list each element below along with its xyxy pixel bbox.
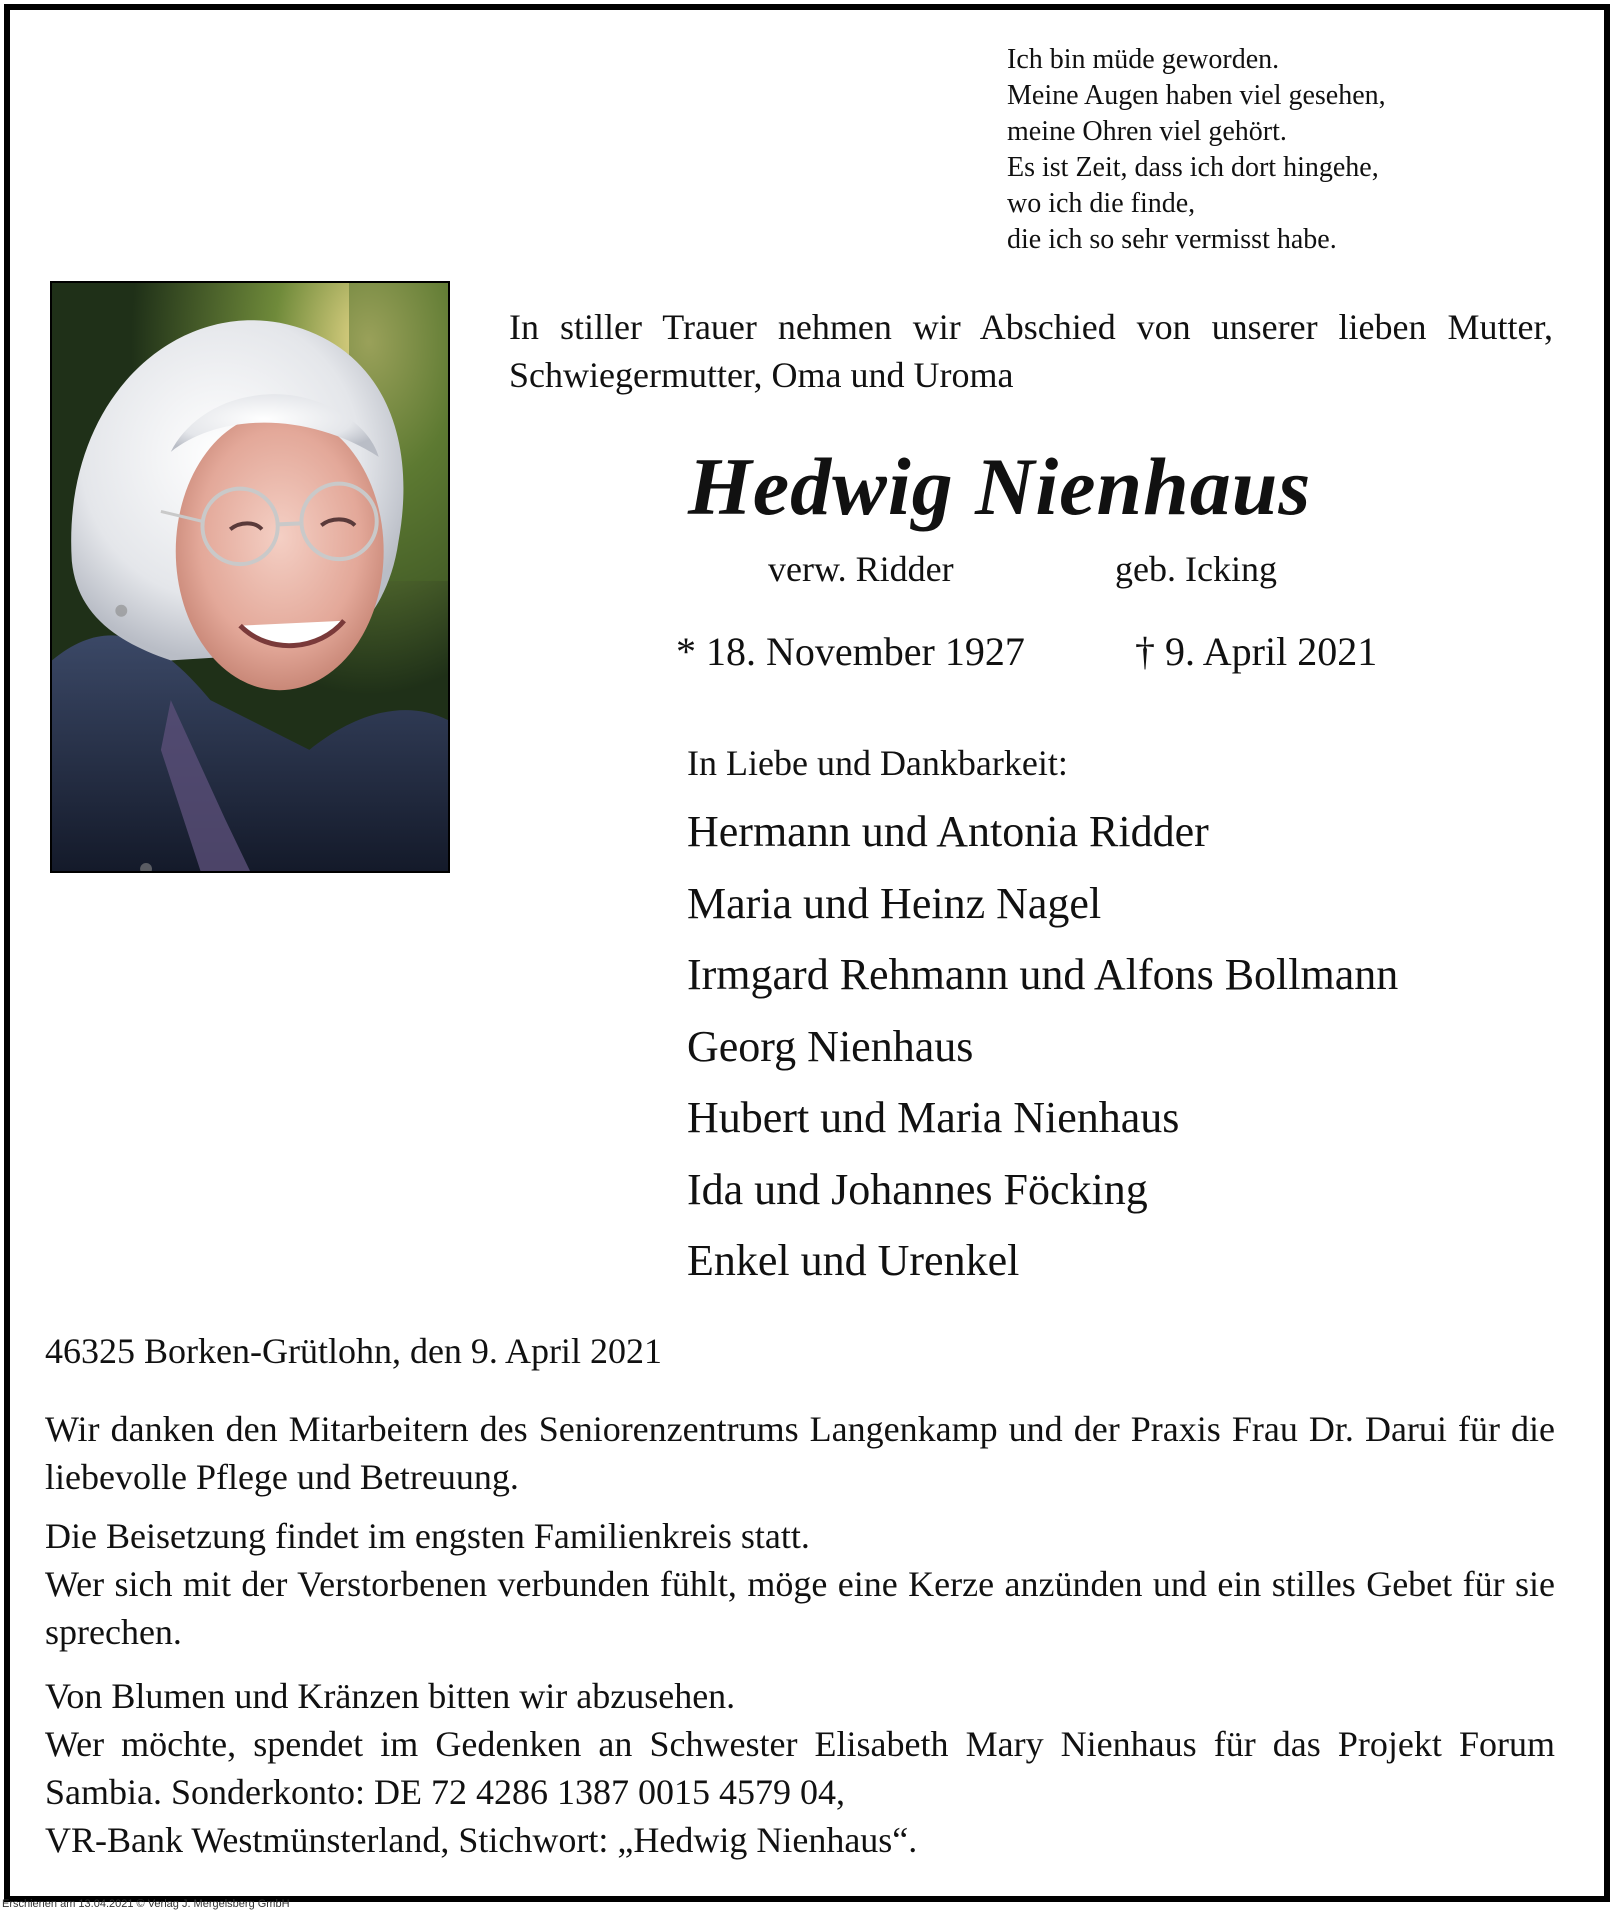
poem-line: meine Ohren viel gehört.	[1007, 116, 1287, 147]
death-date: † 9. April 2021	[1135, 629, 1378, 674]
mourner: Hubert und Maria Nienhaus	[687, 1093, 1180, 1142]
widowed-name: verw. Ridder	[768, 549, 954, 589]
birth-date: * 18. November 1927	[676, 629, 1025, 674]
thanks-label: In Liebe und Dankbarkeit:	[687, 743, 1068, 783]
poem-line: Es ist Zeit, dass ich dort hingehe,	[1007, 152, 1379, 183]
donation-line: Von Blumen und Kränzen bitten wir abzusehen.	[45, 1676, 736, 1716]
poem-line: die ich so sehr vermisst habe.	[1007, 224, 1337, 255]
mourner: Maria und Heinz Nagel	[687, 878, 1102, 928]
mourner: Irmgard Rehmann und Alfons Bollmann	[687, 950, 1399, 999]
portrait-photo	[50, 281, 450, 873]
mourner: Georg Nienhaus	[687, 1021, 974, 1071]
poem-line: Ich bin müde geworden.	[1007, 44, 1280, 75]
poem-line: Meine Augen haben viel gesehen,	[1007, 80, 1386, 111]
birth-name: geb. Icking	[1115, 549, 1277, 589]
mourner: Hermann und Antonia Ridder	[687, 807, 1209, 856]
funeral-line: Wer sich mit der Verstorbenen verbunden fühlt, möge eine Kerze anzünden und ein stilles Gebet für sie sprechen.	[45, 1564, 1555, 1652]
gratitude-paragraph: Wir danken den Mitarbeitern des Seniorenzentrums Langenkamp und der Praxis Frau Dr. Darui für die liebevolle Pflege und Betreuung.	[45, 1409, 1555, 1497]
poem-line: wo ich die finde,	[1007, 188, 1196, 219]
donation-paragraph	[45, 1672, 1555, 1864]
deceased-name: Hedwig Nienhaus	[688, 441, 1312, 532]
mourners-list	[687, 796, 1398, 1297]
publication-footer: Erschienen am 13.04.2021 © Verlag J. Mergelsberg GmbH	[2, 1898, 290, 1910]
place-date: 46325 Borken-Grütlohn, den 9. April 2021	[45, 1331, 662, 1371]
intro-text: In stiller Trauer nehmen wir Abschied von unserer lieben Mutter, Schwiegermutter, Oma und Uroma	[509, 307, 1553, 395]
donation-line: VR-Bank Westmünsterland, Stichwort: „Hedwig Nienhaus“.	[45, 1820, 918, 1860]
funeral-line: Die Beisetzung findet im engsten Familienkreis statt.	[45, 1516, 810, 1556]
mourner: Ida und Johannes Föcking	[687, 1164, 1148, 1214]
poem	[1007, 42, 1386, 258]
funeral-paragraph	[45, 1512, 1555, 1656]
mourner: Enkel und Urenkel	[687, 1236, 1020, 1285]
donation-line: Wer möchte, spendet im Gedenken an Schwester Elisabeth Mary Nienhaus für das Projekt Forum Sambia. Sonderkonto: DE 72 4286 1387 0015 4579 04,	[45, 1724, 1555, 1812]
